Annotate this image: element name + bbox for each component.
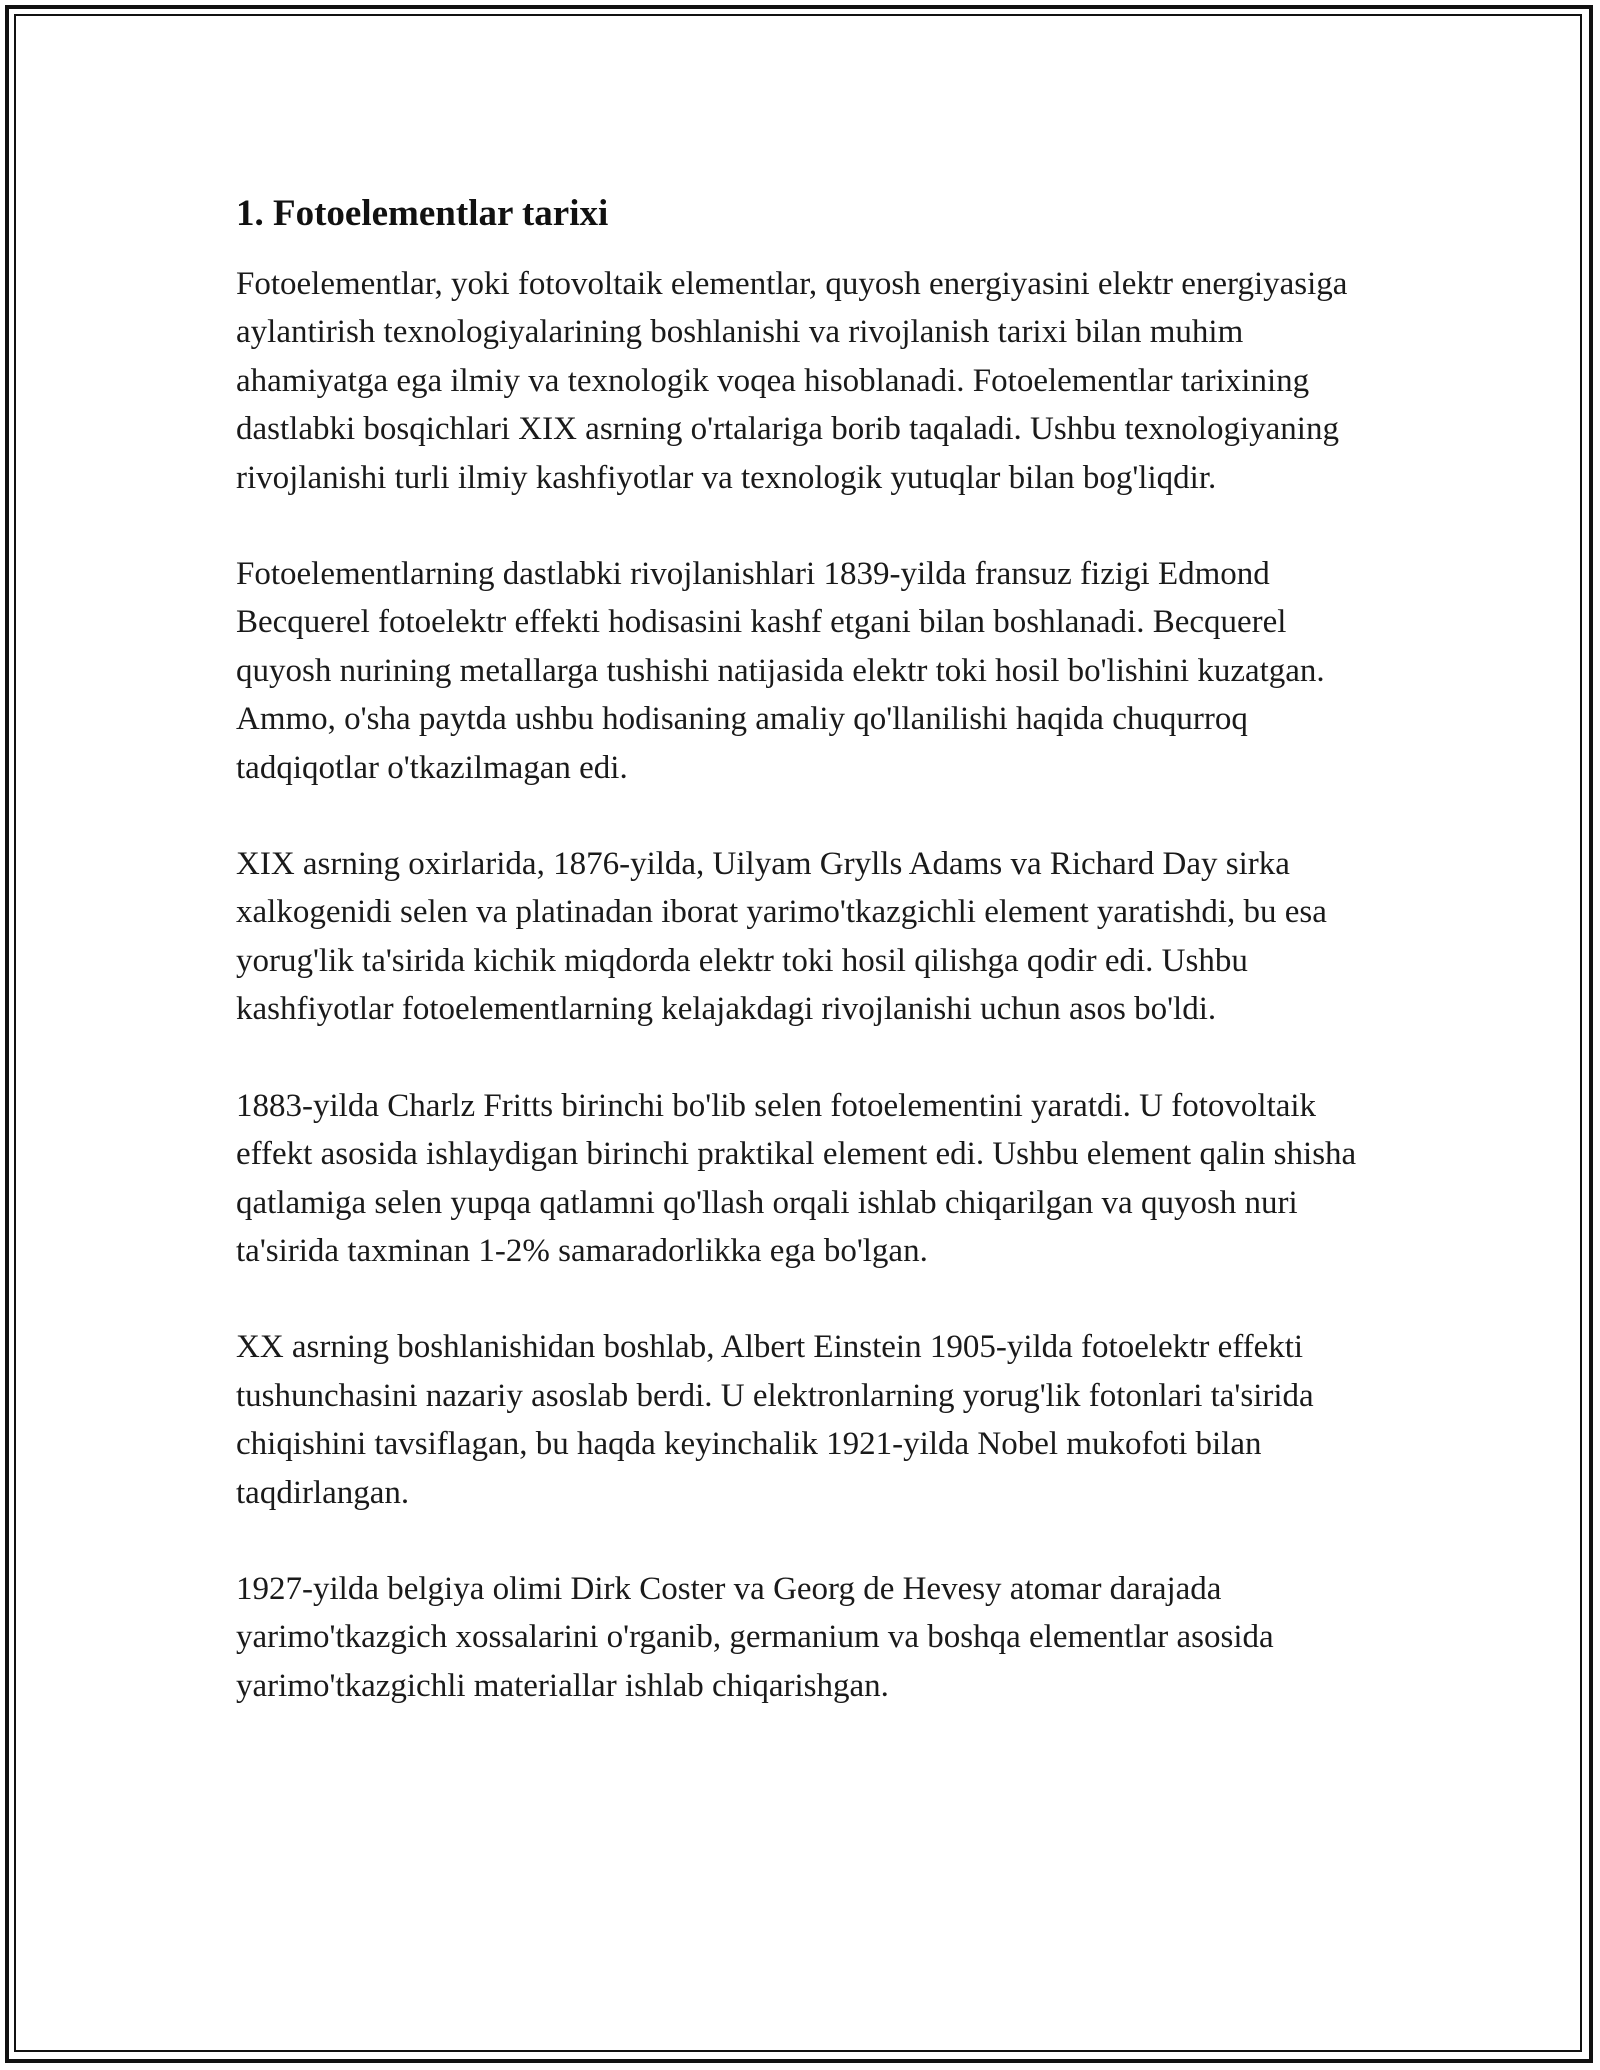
document-body (236, 188, 1366, 1710)
paragraph-adams-day: XIX asrning oxirlarida, 1876-yilda, Uilyam Grylls Adams va Richard Day sirka xalkogenidi selen va platinadan iborat yarimo'tkazgichli element yaratishdi, bu esa yorug'lik ta'sirida kichik miqdorda elektr toki hosil qilishga qodir edi. Ushbu kashfiyotlar fotoelementlarning kelajakdagi rivojlanishi uchun asos bo'ldi. (236, 846, 1327, 1028)
paragraph-coster-hevesy: 1927-yilda belgiya olimi Dirk Coster va Georg de Hevesy atomar darajada yarimo'tkazgich xossalarini o'rganib, germanium va boshqa elementlar asosida yarimo'tkazgichli materiallar ishlab chiqarishgan. (236, 1570, 1274, 1704)
paragraph-fritts: 1883-yilda Charlz Fritts birinchi bo'lib selen fotoelementini yaratdi. U fotovoltaik effekt asosida ishlaydigan birinchi praktikal element edi. Ushbu element qalin shisha qatlamiga selen yupqa qatlamni qo'llash orqali ishlab chiqarilgan va quyosh nuri ta'sirida taxminan 1-2% samaradorlikka ega bo'lgan. (236, 1087, 1357, 1269)
paragraph-einstein: XX asrning boshlanishidan boshlab, Albert Einstein 1905-yilda fotoelektr effekti tushunchasini nazariy asoslab berdi. U elektronlarning yorug'lik fotonlari ta'sirida chiqishini tavsiflagan, bu haqda keyinchalik 1921-yilda Nobel mukofoti bilan taqdirlangan. (236, 1329, 1314, 1511)
paragraph-becquerel: Fotoelementlarning dastlabki rivojlanishlari 1839-yilda fransuz fizigi Edmond Becquerel fotoelektr effekti hodisasini kashf etgani bilan boshlanadi. Becquerel quyosh nurining metallarga tushishi natijasida elektr toki hosil bo'lishini kuzatgan. Ammo, o'sha paytda ushbu hodisaning amaliy qo'llanilishi haqida chuqurroq tadqiqotlar o'tkazilmagan edi. (236, 556, 1325, 786)
section-heading: 1. Fotoelementlar tarixi (236, 193, 609, 234)
paragraph-intro: Fotoelementlar, yoki fotovoltaik elementlar, quyosh energiyasini elektr energiyasiga aylantirish texnologiyalarining boshlanishi va rivojlanish tarixi bilan muhim ahamiyatga ega ilmiy va texnologik voqea hisoblanadi. Fotoelementlar tarixining dastlabki bosqichlari XIX asrning o'rtalariga borib taqaladi. Ushbu texnologiyaning rivojlanishi turli ilmiy kashfiyotlar va texnologik yutuqlar bilan bog'liqdir. (236, 266, 1348, 496)
